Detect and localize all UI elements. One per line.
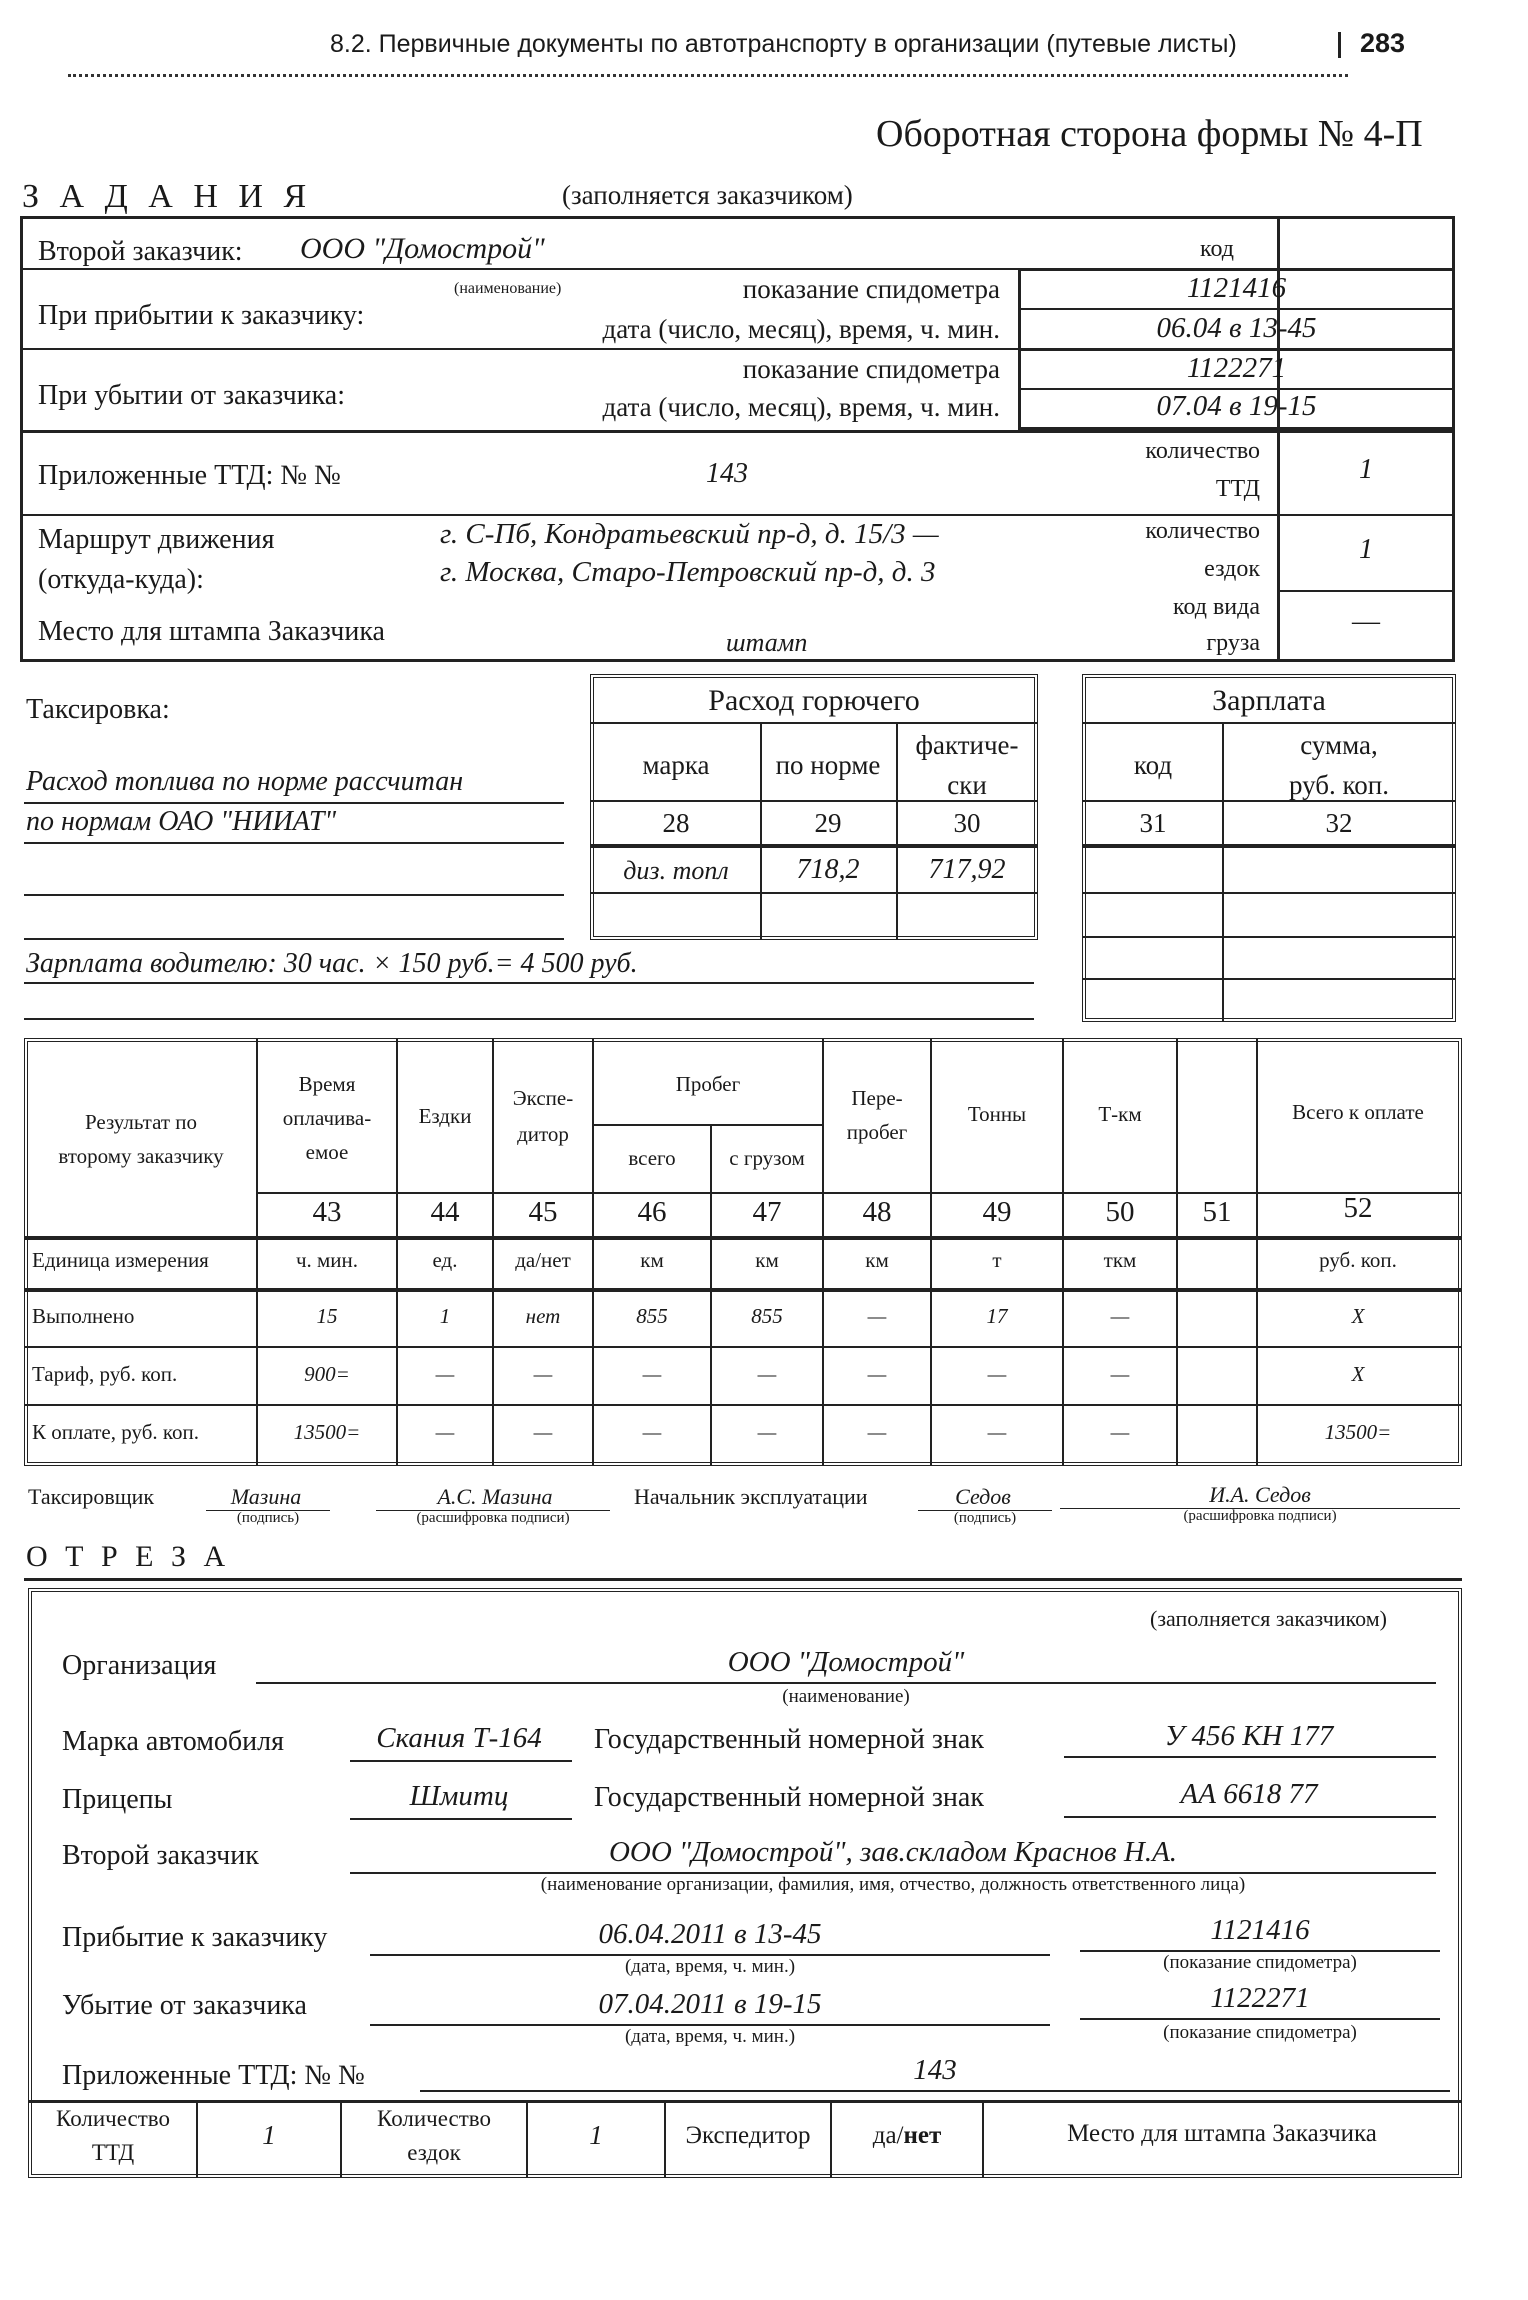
stub-arrival-speedometer: 1121416 [1210, 1914, 1310, 1946]
fuel-code: 30 [953, 808, 981, 838]
result-cell: 13500= [293, 1420, 361, 1444]
result-cell: — [435, 1362, 455, 1386]
stub-arrival-label: Прибытие к заказчику [62, 1922, 328, 1953]
hdr-forwarder-1: Экспе- [512, 1086, 574, 1110]
result-cell: 900= [304, 1362, 350, 1386]
result-row-label: Тариф, руб. коп. [32, 1362, 178, 1386]
ttd-qty-value: 1 [1359, 454, 1373, 485]
salary-table [1082, 674, 1456, 1022]
stub-ttd-qty-value: 1 [262, 2120, 276, 2150]
fuel-actual-value: 717,92 [928, 854, 1006, 885]
result-cell: Х [1351, 1362, 1365, 1386]
second-customer-value: ООО "Домострой" [300, 232, 545, 265]
route-label-1: Маршрут движения [38, 524, 275, 555]
stub-heading: О Т Р Е З А [26, 1540, 231, 1573]
stub-org-label: Организация [62, 1650, 217, 1681]
result-cell: Х [1351, 1304, 1365, 1328]
result-cell: — [533, 1420, 553, 1444]
hdr-trips: Ездки [418, 1104, 472, 1128]
hdr-mileage-cargo: с грузом [729, 1146, 805, 1170]
result-cell: 855 [751, 1304, 783, 1328]
stub-ttd-value: 143 [913, 2054, 957, 2086]
route-to: г. Москва, Старо-Петровский пр-д, д. 3 [440, 556, 936, 588]
arrival-datetime-label: дата (число, месяц), время, ч. мин. [602, 314, 1000, 344]
code-cell: 43 [312, 1196, 342, 1228]
hdr-tkm: Т-км [1098, 1102, 1142, 1126]
second-customer-label: Второй заказчик: [38, 236, 243, 267]
code-cell: 46 [637, 1196, 667, 1228]
taxation-note-2: по нормам ОАО "НИИАТ" [26, 806, 337, 837]
header-separator [1338, 32, 1341, 58]
hdr-time-2: оплачива- [282, 1106, 372, 1130]
code-cell: 45 [528, 1196, 558, 1228]
fuel-col-actual-2: ски [947, 770, 987, 800]
result-row-label: К оплате, руб. коп. [32, 1420, 200, 1444]
stub-ttd-label: Приложенные ТТД: № № [62, 2060, 365, 2091]
arrival-label: При прибытии к заказчику: [38, 300, 365, 331]
ttd-qty-label-1: количество [1145, 438, 1260, 464]
route-label-2: (откуда-куда): [38, 564, 204, 595]
result-cell: — [867, 1362, 887, 1386]
result-cell: 15 [316, 1304, 338, 1328]
stub-departure-value: 07.04.2011 в 19-15 [598, 1988, 822, 2020]
stub-trips-label-1: Количество [377, 2106, 491, 2131]
code-cell: 50 [1105, 1196, 1135, 1228]
result-cell: — [642, 1362, 662, 1386]
stub-trailer-plate: АА 6618 77 [1180, 1778, 1318, 1810]
result-cell: т [992, 1248, 1002, 1272]
result-row-title-1: Результат по [84, 1110, 198, 1134]
departure-label: При убытии от заказчика: [38, 380, 346, 411]
tax-signature: Мазина [230, 1484, 302, 1509]
result-cell: да/нет [515, 1248, 571, 1272]
cargo-kind-label-1: код вида [1173, 594, 1260, 620]
form-side-title: Оборотная сторона формы № 4-П [876, 113, 1423, 155]
fuel-code: 28 [662, 808, 690, 838]
tax-signature-label: Таксировщик [28, 1484, 155, 1509]
salary-col-sum-2: руб. коп. [1289, 770, 1389, 800]
chief-label: Начальник эксплуатации [634, 1484, 868, 1509]
chief-decode-caption: (расшифровка подписи) [1183, 1508, 1337, 1524]
ttd-value: 143 [706, 458, 748, 489]
fuel-col-actual-1: фактиче- [915, 730, 1019, 760]
name-caption: (наименование) [454, 280, 562, 297]
salary-col-code: код [1133, 750, 1173, 780]
result-cell: — [987, 1362, 1007, 1386]
result-cell: — [435, 1420, 455, 1444]
kod-label: код [1200, 236, 1234, 262]
stub-ttd-qty-label-2: ТТД [91, 2140, 135, 2165]
result-cell: — [867, 1304, 887, 1328]
stub-forwarder-choice [832, 2122, 982, 2150]
stub-name-caption: (наименование) [782, 1686, 910, 1707]
tax-name: А.С. Мазина [437, 1484, 553, 1509]
cargo-kind-value: — [1352, 606, 1380, 637]
stub-forwarder-no: нет [903, 2122, 942, 2149]
arrival-datetime-value: 06.04 в 13-45 [1156, 312, 1317, 344]
result-cell: — [757, 1362, 777, 1386]
result-cell: нет [525, 1304, 561, 1328]
hdr-time-3: емое [305, 1140, 349, 1164]
result-cell: 17 [986, 1304, 1008, 1328]
fuel-norm-value: 718,2 [796, 854, 860, 885]
stub-car-value: Скания Т-164 [376, 1722, 542, 1754]
tasks-note: (заполняется заказчиком) [562, 180, 853, 210]
salary-note: Зарплата водителю: 30 час. × 150 руб.= 4 500 руб. [26, 948, 638, 979]
stub-trailer-value: Шмитц [409, 1780, 509, 1812]
salary-title: Зарплата [1212, 684, 1326, 717]
result-cell: ед. [432, 1248, 458, 1272]
stub-car-plate: У 456 КН 177 [1164, 1720, 1334, 1752]
stub-car-plate-label: Государственный номерной знак [594, 1724, 984, 1755]
result-cell: руб. коп. [1319, 1248, 1397, 1272]
header-rule [68, 74, 1348, 77]
fuel-brand-value: диз. топл [623, 856, 729, 885]
departure-speedometer-label: показание спидометра [742, 354, 1000, 384]
result-cell: — [867, 1420, 887, 1444]
departure-datetime-label: дата (число, месяц), время, ч. мин. [602, 392, 1000, 422]
fuel-code: 29 [814, 808, 842, 838]
result-cell: ткм [1103, 1248, 1137, 1272]
result-cell: км [865, 1248, 889, 1272]
tax-decode-caption: (расшифровка подписи) [416, 1510, 570, 1526]
stub-arrival-value: 06.04.2011 в 13-45 [598, 1918, 822, 1950]
departure-datetime-value: 07.04 в 19-15 [1156, 390, 1317, 422]
salary-code: 32 [1325, 808, 1353, 838]
stub-arrival-speedometer-caption: (показание спидометра) [1163, 1952, 1357, 1973]
stub-car-label: Марка автомобиля [62, 1726, 285, 1757]
code-cell: 52 [1343, 1192, 1373, 1224]
trips-label-1: количество [1145, 518, 1260, 544]
result-cell: — [642, 1420, 662, 1444]
stub-departure-speedometer-caption: (показание спидометра) [1163, 2022, 1357, 2043]
salary-code: 31 [1139, 808, 1167, 838]
stub-second-customer-caption: (наименование организации, фамилия, имя, отчество, должность ответственного лица) [540, 1874, 1246, 1895]
chief-signature: Седов [955, 1484, 1011, 1509]
taxation-label: Таксировка: [26, 694, 170, 725]
code-cell: 51 [1202, 1196, 1232, 1228]
tax-sign-caption: (подпись) [236, 1510, 300, 1526]
stub-note: (заполняется заказчиком) [1150, 1606, 1387, 1631]
chief-name: И.А. Седов [1209, 1482, 1311, 1507]
stub-cut-line [24, 1578, 1462, 1581]
stub-stamp-label: Место для штампа Заказчика [1067, 2120, 1377, 2147]
arrival-speedometer-value: 1121416 [1186, 272, 1287, 304]
chief-sign-caption: (подпись) [953, 1510, 1017, 1526]
result-cell: — [1110, 1304, 1130, 1328]
hdr-time-1: Время [298, 1072, 356, 1096]
salary-col-sum-1: сумма, [1300, 730, 1378, 760]
stub-trips-value: 1 [589, 2120, 603, 2150]
stub-departure-speedometer: 1122271 [1210, 1982, 1310, 2014]
stub-trips-label-2: ездок [407, 2140, 461, 2165]
stub-departure-label: Убытие от заказчика [62, 1990, 307, 2021]
hdr-forwarder-2: дитор [517, 1122, 569, 1146]
fuel-col-brand: марка [642, 750, 710, 780]
result-cell: км [755, 1248, 779, 1272]
hdr-mileage: Пробег [675, 1072, 741, 1096]
hdr-mileage-total: всего [628, 1146, 676, 1170]
ttd-qty-label-2: ТТД [1215, 476, 1260, 502]
result-cell: 13500= [1324, 1420, 1392, 1444]
stub-org-value: ООО "Домострой" [727, 1646, 965, 1678]
tasks-heading: З А Д А Н И Я [22, 178, 313, 215]
stamp-value: штамп [726, 628, 808, 657]
ttd-label: Приложенные ТТД: № № [38, 460, 341, 491]
stub-departure-caption: (дата, время, ч. мин.) [624, 2026, 796, 2047]
stub-second-customer-label: Второй заказчик [62, 1840, 259, 1871]
stub-forwarder-yes: да/ [872, 2122, 904, 2149]
stamp-label: Место для штампа Заказчика [38, 616, 385, 647]
stub-trailer-label: Прицепы [62, 1784, 173, 1815]
taxation-note-1: Расход топлива по норме рассчитан [26, 766, 464, 797]
code-cell: 49 [982, 1196, 1012, 1228]
stub-ttd-qty-label-1: Количество [56, 2106, 170, 2131]
stub-arrival-caption: (дата, время, ч. мин.) [624, 1956, 796, 1977]
hdr-total: Всего к оплате [1292, 1100, 1424, 1124]
trips-label-2: ездок [1204, 556, 1260, 582]
stub-second-customer-value: ООО "Домострой", зав.складом Краснов Н.А. [608, 1836, 1178, 1868]
result-cell: — [757, 1420, 777, 1444]
fuel-title: Расход горючего [708, 684, 920, 717]
stub-trailer-plate-label: Государственный номерной знак [594, 1782, 984, 1813]
hdr-overrun-1: Пере- [851, 1086, 903, 1110]
stub-forwarder-label: Экспедитор [685, 2122, 811, 2149]
result-cell: 1 [439, 1304, 451, 1328]
route-from: г. С-Пб, Кондратьевский пр-д, д. 15/3 — [440, 518, 939, 550]
code-cell: 48 [862, 1196, 892, 1228]
result-cell: км [640, 1248, 664, 1272]
result-cell: — [1110, 1362, 1130, 1386]
departure-speedometer-value: 1122271 [1186, 352, 1287, 384]
page-number: 283 [1360, 28, 1406, 58]
result-cell: ч. мин. [295, 1248, 359, 1272]
trips-value: 1 [1359, 534, 1373, 565]
fuel-col-norm: по норме [775, 750, 881, 780]
result-cell: — [1110, 1420, 1130, 1444]
running-title: 8.2. Первичные документы по автотранспорту в организации (путевые листы) [330, 30, 1237, 58]
hdr-tons: Тонны [967, 1102, 1027, 1126]
code-cell: 47 [752, 1196, 782, 1228]
result-cell: — [533, 1362, 553, 1386]
result-row-label: Выполнено [32, 1304, 135, 1328]
result-row-label: Единица измерения [32, 1248, 209, 1272]
result-row-title-2: второму заказчику [58, 1144, 224, 1168]
code-cell: 44 [430, 1196, 460, 1228]
result-cell: 855 [636, 1304, 668, 1328]
hdr-overrun-2: пробег [846, 1120, 908, 1144]
arrival-speedometer-label: показание спидометра [742, 274, 1000, 304]
result-cell: — [987, 1420, 1007, 1444]
cargo-kind-label-2: груза [1206, 630, 1260, 656]
